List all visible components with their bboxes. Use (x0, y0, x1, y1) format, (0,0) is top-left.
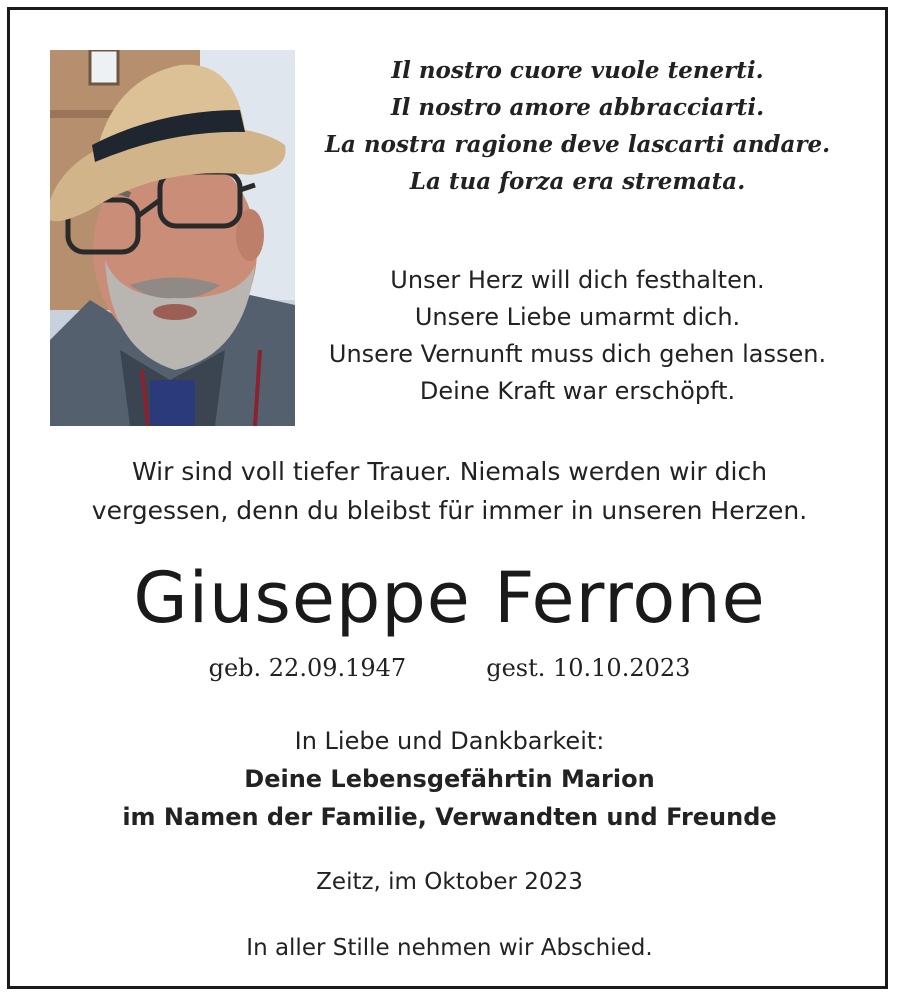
german-verse-line: Unser Herz will dich festhalten. (390, 266, 765, 294)
german-verse-line: Unsere Vernunft muss dich gehen lassen. (328, 340, 827, 368)
italian-verse-line: La tua forza era stremata. (409, 168, 746, 195)
thanks-block (40, 722, 859, 836)
german-verse-line: Deine Kraft war erschöpft. (419, 377, 736, 405)
birth-date: geb. 22.09.1947 (208, 654, 407, 682)
death-date: gest. 10.10.2023 (486, 654, 691, 682)
thanks-family: im Namen der Familie, Verwandten und Freunde (122, 803, 777, 831)
closing-line: In aller Stille nehmen wir Abschied. (246, 935, 653, 961)
mourning-text (40, 452, 859, 530)
german-verse (300, 262, 855, 410)
mourning-text-line: Wir sind voll tiefer Trauer. Niemals werden wir dich (131, 457, 768, 486)
thanks-intro: In Liebe und Dankbarkeit: (294, 727, 605, 755)
portrait-photo (50, 50, 295, 426)
mourning-text-line: vergessen, denn du bleibst für immer in unseren Herzen. (91, 496, 808, 525)
italian-verse-line: Il nostro amore abbracciarti. (390, 94, 765, 121)
place-date: Zeitz, im Oktober 2023 (316, 869, 583, 895)
deceased-name: Giuseppe Ferrone (133, 557, 766, 639)
italian-verse-line: Il nostro cuore vuole tenerti. (391, 57, 764, 84)
italian-verse (305, 52, 850, 200)
german-verse-line: Unsere Liebe umarmt dich. (414, 303, 741, 331)
life-dates (100, 650, 799, 686)
thanks-partner: Deine Lebensgefährtin Marion (244, 765, 655, 793)
italian-verse-line: La nostra ragione deve lascarti andare. (324, 131, 831, 158)
